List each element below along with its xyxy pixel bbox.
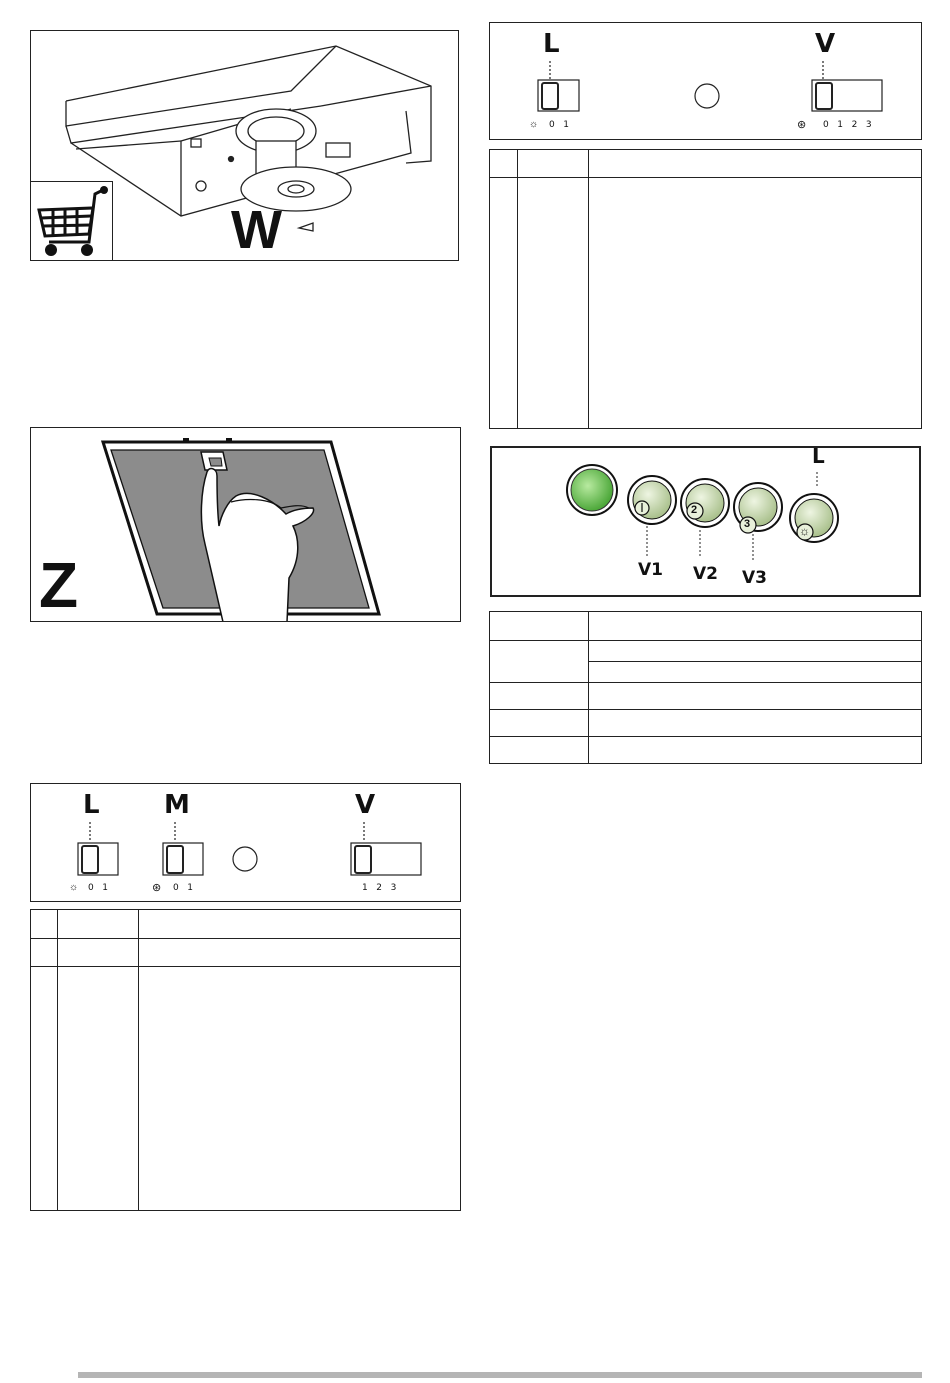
table-lmv-cell bbox=[31, 939, 58, 967]
panel-lv-scale-l: 0 1 bbox=[549, 120, 570, 130]
panel-lmv-letter-l: L bbox=[83, 790, 100, 820]
table-lmv-cell bbox=[31, 967, 58, 1211]
figure-w-panel bbox=[30, 30, 459, 261]
figure-z-panel bbox=[30, 427, 461, 622]
table-knobs-cell bbox=[589, 662, 922, 683]
control-panel-lmv bbox=[30, 783, 461, 902]
grease-filter-illustration bbox=[31, 428, 460, 621]
knob-panel-letter-l: L bbox=[812, 444, 825, 468]
table-lv-cell bbox=[490, 150, 518, 178]
table-lv-cell bbox=[518, 150, 589, 178]
table-knobs-cell bbox=[589, 737, 922, 764]
figure-z-label: Z bbox=[39, 549, 79, 621]
knob-label-v1: V1 bbox=[638, 560, 663, 580]
table-lv-cell bbox=[518, 178, 589, 429]
table-lmv-cell bbox=[31, 910, 58, 939]
table-lmv-cell bbox=[58, 939, 139, 967]
table-knobs-cell bbox=[589, 641, 922, 662]
light-icon: ☼ bbox=[69, 882, 79, 893]
knob-control-panel bbox=[490, 446, 921, 597]
panel-lv-scale-v: 0 1 2 3 bbox=[823, 120, 872, 130]
table-knobs-cell bbox=[589, 612, 922, 641]
table-knobs-cell bbox=[490, 612, 589, 641]
table-knobs-cell bbox=[490, 710, 589, 737]
table-knobs-cell bbox=[589, 683, 922, 710]
table-lmv-cell bbox=[58, 967, 139, 1211]
panel-lmv-scale-l: 0 1 bbox=[88, 883, 109, 893]
table-knobs-cell bbox=[589, 710, 922, 737]
panel-lmv-scale-v: 1 2 3 bbox=[362, 883, 397, 893]
knob-label-v2: V2 bbox=[693, 564, 718, 584]
panel-lv-letter-v: V bbox=[815, 29, 836, 59]
table-lv-cell bbox=[490, 178, 518, 429]
table-lv-cell bbox=[589, 150, 922, 178]
table-knobs-cell bbox=[490, 683, 589, 710]
table-lmv-cell bbox=[58, 910, 139, 939]
light-icon: ☼ bbox=[529, 119, 539, 130]
table-knobs-cell bbox=[490, 737, 589, 764]
table-lmv-cell bbox=[139, 967, 461, 1211]
table-lv-cell bbox=[589, 178, 922, 429]
table-lmv-cell bbox=[139, 939, 461, 967]
knob-mark-2: 2 bbox=[691, 504, 698, 516]
footer-rule bbox=[78, 1372, 922, 1378]
light-knob-icon: ☼ bbox=[799, 524, 810, 538]
table-knobs-cell bbox=[490, 641, 589, 683]
panel-lmv-scale-m: 0 1 bbox=[173, 883, 194, 893]
panel-lmv-letter-v: V bbox=[355, 790, 376, 820]
figure-w-label: W bbox=[231, 200, 282, 260]
knob-label-v3: V3 bbox=[742, 568, 767, 588]
panel-lv-letter-l: L bbox=[543, 29, 560, 59]
table-lmv bbox=[30, 909, 461, 1211]
cart-icon-frame bbox=[31, 181, 113, 261]
table-knobs bbox=[489, 611, 922, 764]
table-lmv-cell bbox=[139, 910, 461, 939]
control-panel-lv bbox=[489, 22, 922, 140]
panel-lmv-letter-m: M bbox=[164, 790, 190, 820]
table-lv bbox=[489, 149, 922, 429]
fan-icon: ⊛ bbox=[797, 119, 807, 131]
knob-mark-3: 3 bbox=[744, 518, 751, 530]
fan-icon: ⊛ bbox=[152, 882, 162, 894]
shopping-cart-icon bbox=[31, 182, 111, 260]
